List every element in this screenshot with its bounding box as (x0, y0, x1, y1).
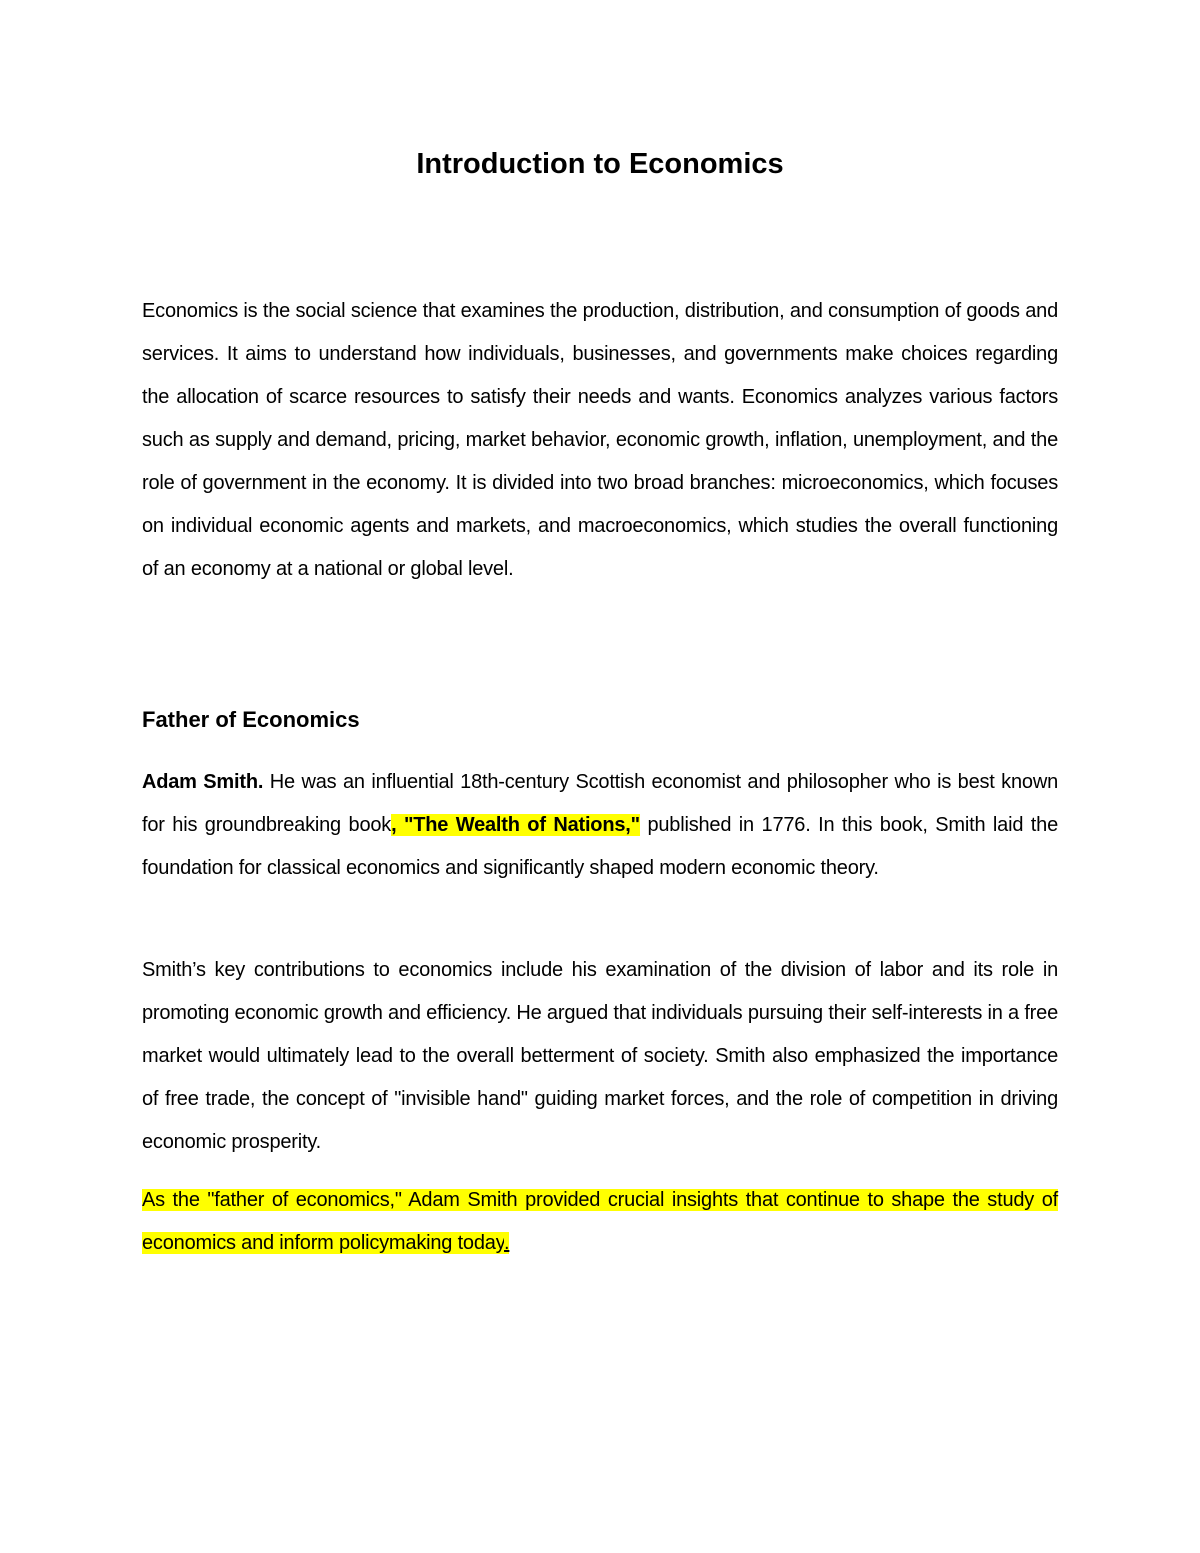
wealth-of-nations-highlight: , "The Wealth of Nations," (391, 814, 640, 836)
father-highlight-main: As the "father of economics," Adam Smith provided crucial insights that continue to shape the study of economics and inform policymaking today (142, 1189, 1058, 1254)
adam-smith-paragraph (142, 761, 1058, 890)
adam-smith-text-part1: He was an influential 18th-century Scottish economist and philosopher who is best known for his groundbreaking book (142, 771, 1058, 836)
document-title: Introduction to Economics (416, 148, 784, 180)
adam-smith-name: Adam Smith. (142, 771, 264, 793)
father-highlight-end: . (504, 1232, 510, 1254)
father-of-economics-paragraph (142, 1179, 1058, 1265)
adam-smith-text-part2: published in 1776. In this book, Smith laid the foundation for classical economics and significantly shaped modern economic theory. (142, 814, 1058, 879)
contributions-paragraph: Smith’s key contributions to economics include his examination of the division of labor and its role in promoting economic growth and efficiency. He argued that individuals pursuing their self-interests in a free market would ultimately lead to the overall betterment of society. Smith also emphasized the importance of free trade, the concept of "invisible hand" guiding market forces, and the role of competition in driving economic prosperity. (142, 959, 1058, 1153)
intro-paragraph: Economics is the social science that examines the production, distribution, and consumption of goods and services. It aims to understand how individuals, businesses, and governments make choices regarding the allocation of scarce resources to satisfy their needs and wants. Economics analyzes various factors such as supply and demand, pricing, market behavior, economic growth, inflation, unemployment, and the role of government in the economy. It is divided into two broad branches: microeconomics, which focuses on individual economic agents and markets, and macroeconomics, which studies the overall functioning of an economy at a national or global level. (142, 300, 1058, 580)
section-heading-father-of-economics: Father of Economics (142, 707, 360, 732)
